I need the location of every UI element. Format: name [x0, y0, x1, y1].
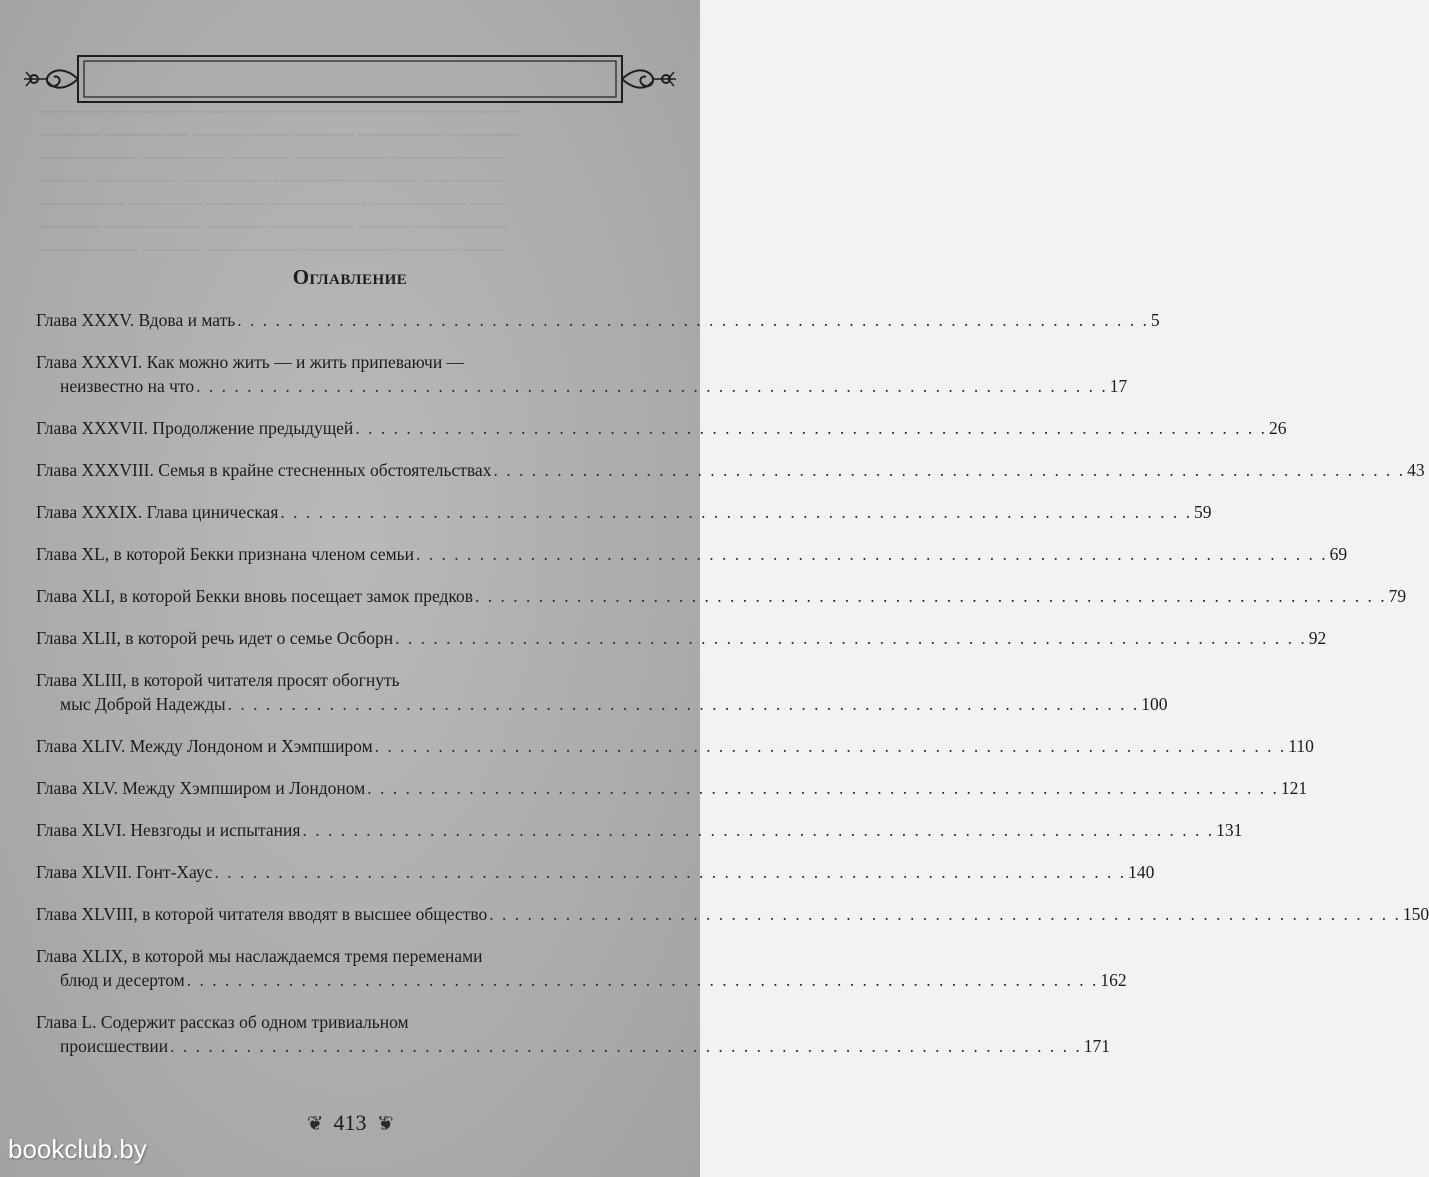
bleed-through-texture: ──────────────────────────────────────── ───── ─────── ──────── ───── ─────── ────── ──────── ─────── ───── ──────── ───── ──── ──── ─────── ──────── ─────── ──── ─────── ─────── ────── ───── ──────── ──────── ─── ───── ──────── ───── ─────── ──── ──────── ──────── ───── ──────── ─────── ───── ────	[40, 102, 522, 259]
chapter-title: Глава L. Содержит рассказ об одном тривиальном	[36, 1012, 409, 1032]
toc-entry-line	[36, 904, 1429, 928]
dot-leader: . . . . . . . . . . . . . . . . . . . . . . . . . . . . . . . . . . . . . . . . . . . . . . . . . . . . . . . . . . . . . . . . . . . . . . . .	[186, 970, 1099, 990]
toc-entry	[36, 1012, 1110, 1060]
toc-entry	[36, 904, 1429, 928]
dot-leader: . . . . . . . . . . . . . . . . . . . . . . . . . . . . . . . . . . . . . . . . . . . . . . . . . . . . . . . . . . . . . . . . . . . . . . . .	[416, 544, 1328, 564]
right-fleuron-icon: ❦	[376, 1112, 394, 1135]
dot-leader: . . . . . . . . . . . . . . . . . . . . . . . . . . . . . . . . . . . . . . . . . . . . . . . . . . . . . . . . . . . . . . . . . . . . . . . .	[280, 502, 1192, 522]
toc-entry	[36, 586, 1407, 610]
toc-entry	[36, 820, 1243, 844]
toc-entry-line	[36, 460, 1425, 484]
chapter-title: Глава XXXVI. Как можно жить — и жить припеваючи —	[36, 352, 465, 372]
chapter-page-number: 92	[1308, 628, 1327, 648]
toc-entry	[36, 544, 1348, 568]
dot-leader: . . . . . . . . . . . . . . . . . . . . . . . . . . . . . . . . . . . . . . . . . . . . . . . . . . . . . . . . . . . . . . . . . . . . . . . .	[374, 736, 1287, 756]
toc-entry-line	[36, 778, 1308, 802]
toc-entry-line	[36, 628, 1327, 652]
toc-entry	[36, 670, 1168, 718]
toc-entry-line	[36, 862, 1155, 886]
chapter-title: неизвестно на что	[60, 376, 195, 396]
chapter-page-number: 69	[1329, 544, 1348, 564]
toc-entry-line	[36, 502, 1212, 526]
chapter-title: Глава XXXVIII. Семья в крайне стесненных обстоятельствах	[36, 460, 492, 480]
chapter-title: мыс Доброй Надежды	[60, 694, 226, 714]
dot-leader: . . . . . . . . . . . . . . . . . . . . . . . . . . . . . . . . . . . . . . . . . . . . . . . . . . . . . . . . . . . . . . . . . . . . . . . .	[196, 376, 1108, 396]
chapter-page-number: 131	[1216, 820, 1243, 840]
toc-entry-line	[36, 352, 628, 376]
chapter-page-number: 79	[1388, 586, 1407, 606]
toc-entry-line	[36, 1036, 1110, 1060]
chapter-page-number: 162	[1100, 970, 1127, 990]
toc-entry-line	[36, 970, 1127, 994]
chapter-page-number: 121	[1280, 778, 1308, 798]
chapter-title: Глава XLV. Между Хэмпширом и Лондоном	[36, 778, 366, 798]
chapter-page-number: 17	[1109, 376, 1128, 396]
toc-entry-line	[36, 820, 1243, 844]
dot-leader: . . . . . . . . . . . . . . . . . . . . . . . . . . . . . . . . . . . . . . . . . . . . . . . . . . . . . . . . . . . . . . . . . . . . . . . .	[355, 418, 1267, 438]
chapter-page-number: 26	[1268, 418, 1287, 438]
toc-title: Оглавление	[292, 265, 408, 289]
chapter-page-number: 5	[1150, 310, 1160, 330]
chapter-title: происшествии	[60, 1036, 169, 1056]
toc-entry	[36, 352, 1128, 400]
chapter-title: Глава XLVII. Гонт-Хаус	[36, 862, 213, 882]
toc-entry	[36, 862, 1155, 886]
toc-entry	[36, 460, 1425, 484]
chapter-title: Глава XXXIX. Глава циническая	[36, 502, 279, 522]
dot-leader: . . . . . . . . . . . . . . . . . . . . . . . . . . . . . . . . . . . . . . . . . . . . . . . . . . . . . . . . . . . . . . . . . . . . . . . .	[475, 586, 1387, 606]
chapter-title: Глава XXXV. Вдова и мать	[36, 310, 236, 330]
toc-entry-line	[36, 694, 1168, 718]
chapter-title: Глава XLIII, в которой читателя просят обогнуть	[36, 670, 400, 690]
page-footer	[0, 1110, 700, 1136]
chapter-page-number: 43	[1407, 460, 1425, 480]
chapter-page-number: 110	[1288, 736, 1314, 756]
toc-entry-line	[36, 736, 1314, 760]
page-number: 413	[333, 1110, 367, 1135]
toc-entry-line	[36, 1012, 628, 1036]
chapter-title: Глава XLII, в которой речь идет о семье Осборн	[36, 628, 394, 648]
dot-leader: . . . . . . . . . . . . . . . . . . . . . . . . . . . . . . . . . . . . . . . . . . . . . . . . . . . . . . . . . . . . . . . . . . . . . . . .	[489, 904, 1401, 924]
toc-entry	[36, 310, 1160, 334]
chapter-page-number: 100	[1141, 694, 1168, 714]
chapter-title: Глава XLVI. Невзгоды и испытания	[36, 820, 301, 840]
dot-leader: . . . . . . . . . . . . . . . . . . . . . . . . . . . . . . . . . . . . . . . . . . . . . . . . . . . . . . . . . . . . . . . . . . . . . . . .	[493, 460, 1406, 480]
chapter-title: Глава XXXVII. Продолжение предыдущей	[36, 418, 354, 438]
chapter-title: Глава XLIV. Между Лондоном и Хэмпширом	[36, 736, 373, 756]
toc-entry	[36, 628, 1327, 652]
toc-entry	[36, 502, 1212, 526]
toc-entry-line	[36, 544, 1348, 568]
dot-leader: . . . . . . . . . . . . . . . . . . . . . . . . . . . . . . . . . . . . . . . . . . . . . . . . . . . . . . . . . . . . . . . . . . . . . . . .	[367, 778, 1279, 798]
toc-entry	[36, 946, 1127, 994]
dot-leader: . . . . . . . . . . . . . . . . . . . . . . . . . . . . . . . . . . . . . . . . . . . . . . . . . . . . . . . . . . . . . . . . . . . . . . . .	[302, 820, 1215, 840]
dot-leader: . . . . . . . . . . . . . . . . . . . . . . . . . . . . . . . . . . . . . . . . . . . . . . . . . . . . . . . . . . . . . . . . . . . . . . . .	[395, 628, 1307, 648]
chapter-title: Глава XLVIII, в которой читателя вводят в высшее общество	[36, 904, 488, 924]
site-watermark: bookclub.by	[8, 1134, 147, 1164]
toc-entry-line	[36, 418, 1287, 442]
chapter-title: Глава XL, в которой Бекки признана членом семьи	[36, 544, 415, 564]
toc-entry	[36, 418, 1287, 442]
chapter-title: Глава XLI, в которой Бекки вновь посещает замок предков	[36, 586, 474, 606]
left-fleuron-icon: ❦	[306, 1112, 324, 1135]
dot-leader: . . . . . . . . . . . . . . . . . . . . . . . . . . . . . . . . . . . . . . . . . . . . . . . . . . . . . . . . . . . . . . . . . . . . . . . .	[170, 1036, 1082, 1056]
toc-entry-line	[36, 310, 1160, 334]
chapter-title: блюд и десертом	[60, 970, 185, 990]
chapter-title: Глава XLIX, в которой мы наслаждаемся тремя переменами	[36, 946, 483, 966]
table-of-contents	[36, 310, 1429, 1078]
chapter-page-number: 171	[1083, 1036, 1110, 1056]
toc-entry	[36, 778, 1308, 802]
toc-entry	[36, 736, 1314, 760]
chapter-page-number: 59	[1194, 502, 1212, 522]
toc-entry-line	[36, 586, 1407, 610]
toc-entry-line	[36, 376, 1128, 400]
dot-leader: . . . . . . . . . . . . . . . . . . . . . . . . . . . . . . . . . . . . . . . . . . . . . . . . . . . . . . . . . . . . . . . . . . . . . . . .	[237, 310, 1149, 330]
dot-leader: . . . . . . . . . . . . . . . . . . . . . . . . . . . . . . . . . . . . . . . . . . . . . . . . . . . . . . . . . . . . . . . . . . . . . . . .	[227, 694, 1140, 714]
dot-leader: . . . . . . . . . . . . . . . . . . . . . . . . . . . . . . . . . . . . . . . . . . . . . . . . . . . . . . . . . . . . . . . . . . . . . . . .	[214, 862, 1127, 882]
header-ornament	[20, 50, 680, 108]
toc-entry-line	[36, 670, 628, 694]
chapter-page-number: 140	[1128, 862, 1155, 882]
chapter-page-number: 150	[1402, 904, 1429, 924]
toc-entry-line	[36, 946, 628, 970]
